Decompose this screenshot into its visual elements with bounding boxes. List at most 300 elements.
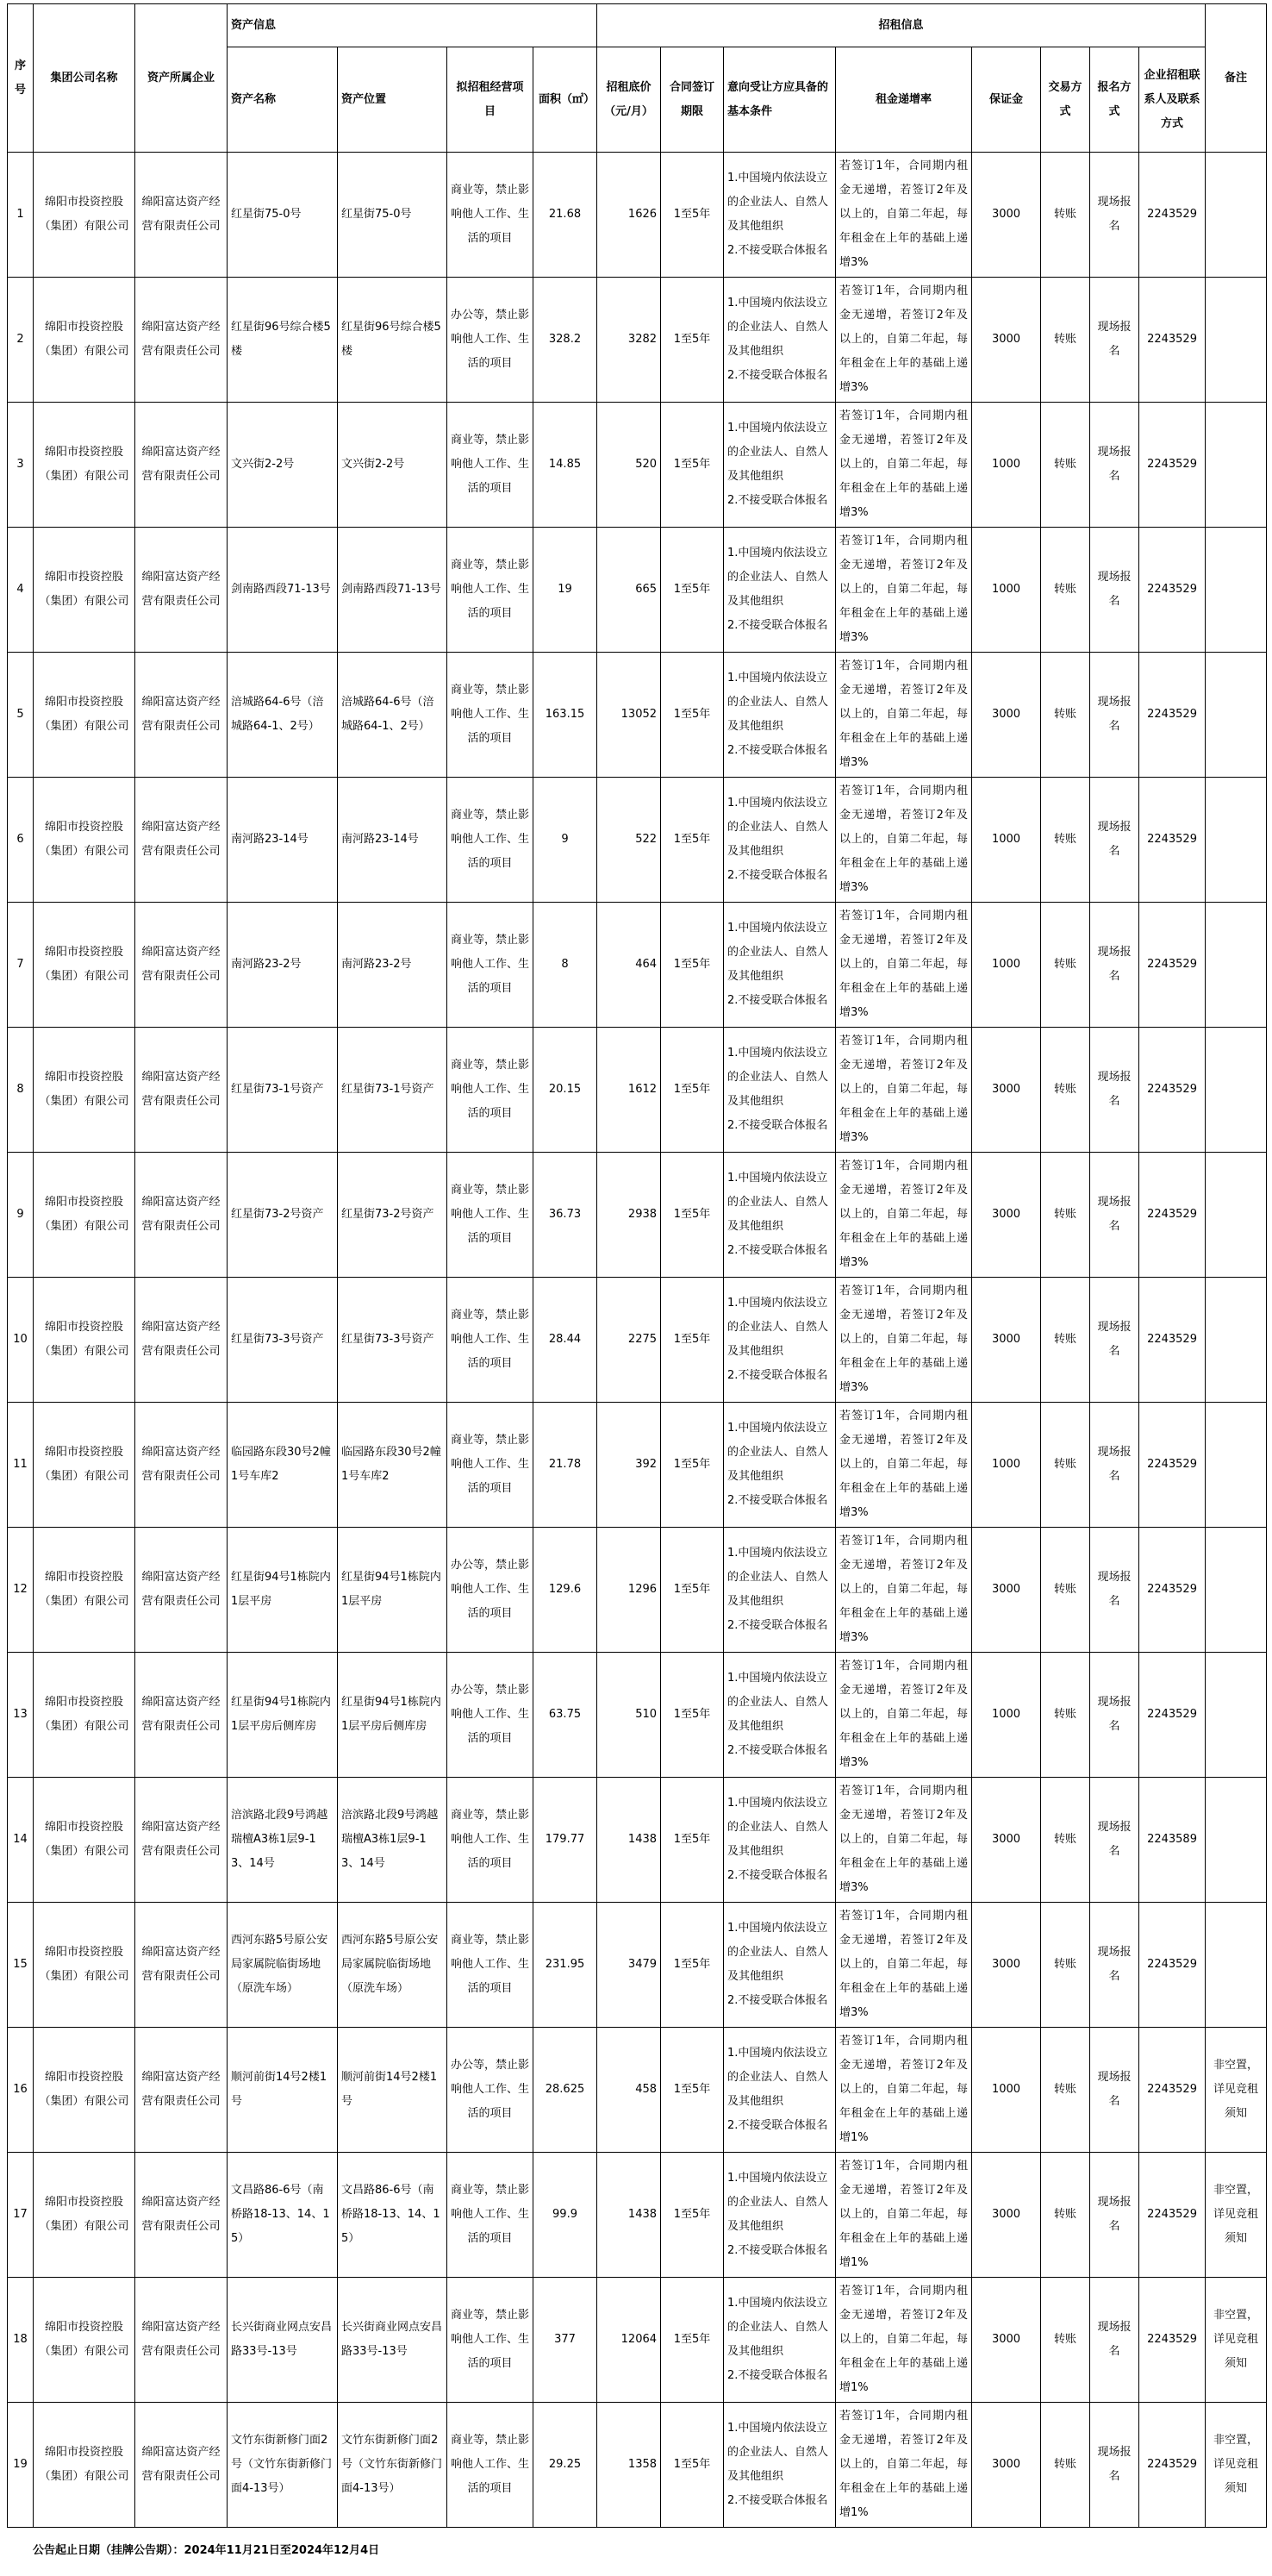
cell-transaction-method: 转账 (1041, 903, 1090, 1028)
table-row (8, 1528, 1267, 1653)
cell-no: 4 (8, 528, 34, 653)
cell-asset-name: 涪滨路北段9号鸿越瑞檀A3栋1层9-13、14号 (228, 1778, 338, 1903)
cell-asset-location: 长兴街商业网点安昌路33号-13号 (338, 2278, 447, 2403)
header-rent-increase: 租金递增率 (836, 47, 972, 153)
cell-conditions: 1.中国境内依法设立的企业法人、自然人及其他组织 2.不接受联合体报名 (724, 1278, 836, 1403)
cell-no: 12 (8, 1528, 34, 1653)
cell-deposit: 3000 (972, 2153, 1041, 2278)
cell-planned-project: 商业等，禁止影响他人工作、生活的项目 (447, 653, 533, 778)
cell-area: 28.625 (533, 2028, 597, 2153)
cell-owner-enterprise: 绵阳富达资产经营有限责任公司 (135, 2028, 228, 2153)
table-row (8, 1403, 1267, 1528)
cell-planned-project: 商业等，禁止影响他人工作、生活的项目 (447, 528, 533, 653)
cell-owner-enterprise: 绵阳富达资产经营有限责任公司 (135, 653, 228, 778)
cell-area: 21.78 (533, 1403, 597, 1528)
table-row (8, 403, 1267, 528)
cell-contract-term: 1至5年 (661, 1028, 724, 1153)
cell-planned-project: 办公等，禁止影响他人工作、生活的项目 (447, 1528, 533, 1653)
cell-owner-enterprise: 绵阳富达资产经营有限责任公司 (135, 1153, 228, 1278)
cell-conditions: 1.中国境内依法设立的企业法人、自然人及其他组织 2.不接受联合体报名 (724, 1153, 836, 1278)
cell-contact: 2243529 (1139, 1653, 1206, 1778)
table-row (8, 1028, 1267, 1153)
cell-no: 18 (8, 2278, 34, 2403)
table-row (8, 1153, 1267, 1278)
table-row (8, 1903, 1267, 2028)
cell-contract-term: 1至5年 (661, 1778, 724, 1903)
cell-registration-method: 现场报名 (1090, 1778, 1139, 1903)
cell-owner-enterprise: 绵阳富达资产经营有限责任公司 (135, 903, 228, 1028)
cell-area: 63.75 (533, 1653, 597, 1778)
cell-contract-term: 1至5年 (661, 2153, 724, 2278)
header-planned-project: 拟招租经营项目 (447, 47, 533, 153)
cell-contract-term: 1至5年 (661, 1903, 724, 2028)
cell-contract-term: 1至5年 (661, 2278, 724, 2403)
cell-planned-project: 商业等，禁止影响他人工作、生活的项目 (447, 1778, 533, 1903)
cell-registration-method: 现场报名 (1090, 2278, 1139, 2403)
cell-owner-enterprise: 绵阳富达资产经营有限责任公司 (135, 403, 228, 528)
cell-registration-method: 现场报名 (1090, 1153, 1139, 1278)
table-row (8, 903, 1267, 1028)
cell-conditions: 1.中国境内依法设立的企业法人、自然人及其他组织 2.不接受联合体报名 (724, 2278, 836, 2403)
table-row (8, 778, 1267, 903)
cell-remark (1206, 903, 1267, 1028)
cell-group-company: 绵阳市投资控股（集团）有限公司 (34, 1278, 135, 1403)
header-area: 面积（㎡） (533, 47, 597, 153)
cell-no: 6 (8, 778, 34, 903)
cell-no: 5 (8, 653, 34, 778)
cell-asset-name: 红星街75-0号 (228, 153, 338, 278)
cell-area: 36.73 (533, 1153, 597, 1278)
table-body (8, 153, 1267, 2528)
cell-deposit: 3000 (972, 278, 1041, 403)
cell-transaction-method: 转账 (1041, 403, 1090, 528)
cell-deposit: 3000 (972, 1778, 1041, 1903)
cell-conditions: 1.中国境内依法设立的企业法人、自然人及其他组织 2.不接受联合体报名 (724, 1903, 836, 2028)
cell-rent-increase: 若签订1年，合同期内租金无递增，若签订2年及以上的，自第二年起，每年租金在上年的基础上递增3% (836, 1278, 972, 1403)
cell-transaction-method: 转账 (1041, 2153, 1090, 2278)
header-deposit: 保证金 (972, 47, 1041, 153)
cell-transaction-method: 转账 (1041, 1403, 1090, 1528)
table-row (8, 278, 1267, 403)
cell-conditions: 1.中国境内依法设立的企业法人、自然人及其他组织 2.不接受联合体报名 (724, 403, 836, 528)
announcement-period: 公告起止日期（挂牌公告期）：2024年11月21日至2024年12月4日 (33, 2544, 380, 2557)
header-lease-info-group: 招租信息 (597, 4, 1206, 47)
cell-asset-name: 剑南路西段71-13号 (228, 528, 338, 653)
cell-rent-increase: 若签订1年，合同期内租金无递增，若签订2年及以上的，自第二年起，每年租金在上年的基础上递增1% (836, 2028, 972, 2153)
cell-remark (1206, 778, 1267, 903)
cell-asset-location: 顺河前街14号2楼1号 (338, 2028, 447, 2153)
cell-contract-term: 1至5年 (661, 1653, 724, 1778)
cell-group-company: 绵阳市投资控股（集团）有限公司 (34, 1903, 135, 2028)
cell-asset-name: 红星街94号1栋院内1层平房 (228, 1528, 338, 1653)
cell-owner-enterprise: 绵阳富达资产经营有限责任公司 (135, 1903, 228, 2028)
cell-group-company: 绵阳市投资控股（集团）有限公司 (34, 2153, 135, 2278)
cell-group-company: 绵阳市投资控股（集团）有限公司 (34, 778, 135, 903)
cell-owner-enterprise: 绵阳富达资产经营有限责任公司 (135, 2153, 228, 2278)
cell-transaction-method: 转账 (1041, 153, 1090, 278)
cell-transaction-method: 转账 (1041, 2028, 1090, 2153)
cell-base-price: 3479 (597, 1903, 661, 2028)
cell-owner-enterprise: 绵阳富达资产经营有限责任公司 (135, 1278, 228, 1403)
cell-group-company: 绵阳市投资控股（集团）有限公司 (34, 153, 135, 278)
cell-asset-location: 剑南路西段71-13号 (338, 528, 447, 653)
cell-deposit: 3000 (972, 1028, 1041, 1153)
cell-asset-name: 红星街73-2号资产 (228, 1153, 338, 1278)
cell-planned-project: 办公等，禁止影响他人工作、生活的项目 (447, 278, 533, 403)
cell-remark: 非空置，详见竞租须知 (1206, 2403, 1267, 2528)
cell-base-price: 458 (597, 2028, 661, 2153)
cell-asset-name: 临园路东段30号2幢1号车库2 (228, 1403, 338, 1528)
cell-asset-location: 文昌路86-6号（南桥路18-13、14、15） (338, 2153, 447, 2278)
cell-rent-increase: 若签订1年，合同期内租金无递增，若签订2年及以上的，自第二年起，每年租金在上年的基础上递增1% (836, 2153, 972, 2278)
cell-no: 13 (8, 1653, 34, 1778)
cell-contact: 2243529 (1139, 778, 1206, 903)
cell-conditions: 1.中国境内依法设立的企业法人、自然人及其他组织 2.不接受联合体报名 (724, 528, 836, 653)
cell-contact: 2243529 (1139, 903, 1206, 1028)
cell-asset-name: 文兴街2-2号 (228, 403, 338, 528)
table-row (8, 2153, 1267, 2278)
cell-asset-location: 红星街73-3号资产 (338, 1278, 447, 1403)
table-row (8, 1278, 1267, 1403)
cell-contract-term: 1至5年 (661, 528, 724, 653)
cell-contact: 2243529 (1139, 1528, 1206, 1653)
cell-no: 2 (8, 278, 34, 403)
cell-asset-name: 西河东路5号原公安局家属院临街场地（原洗车场） (228, 1903, 338, 2028)
cell-remark (1206, 1778, 1267, 1903)
cell-owner-enterprise: 绵阳富达资产经营有限责任公司 (135, 1653, 228, 1778)
cell-rent-increase: 若签订1年，合同期内租金无递增，若签订2年及以上的，自第二年起，每年租金在上年的基础上递增3% (836, 903, 972, 1028)
cell-base-price: 1612 (597, 1028, 661, 1153)
cell-conditions: 1.中国境内依法设立的企业法人、自然人及其他组织 2.不接受联合体报名 (724, 278, 836, 403)
cell-contract-term: 1至5年 (661, 1153, 724, 1278)
cell-asset-name: 南河路23-2号 (228, 903, 338, 1028)
cell-contact: 2243529 (1139, 1903, 1206, 2028)
header-asset-info-group: 资产信息 (228, 4, 597, 47)
cell-owner-enterprise: 绵阳富达资产经营有限责任公司 (135, 1403, 228, 1528)
cell-registration-method: 现场报名 (1090, 2028, 1139, 2153)
cell-transaction-method: 转账 (1041, 1778, 1090, 1903)
cell-group-company: 绵阳市投资控股（集团）有限公司 (34, 1778, 135, 1903)
cell-no: 11 (8, 1403, 34, 1528)
cell-planned-project: 办公等，禁止影响他人工作、生活的项目 (447, 1653, 533, 1778)
cell-contract-term: 1至5年 (661, 778, 724, 903)
cell-transaction-method: 转账 (1041, 1278, 1090, 1403)
cell-registration-method: 现场报名 (1090, 653, 1139, 778)
cell-asset-location: 红星街75-0号 (338, 153, 447, 278)
cell-owner-enterprise: 绵阳富达资产经营有限责任公司 (135, 778, 228, 903)
cell-registration-method: 现场报名 (1090, 1653, 1139, 1778)
cell-planned-project: 商业等，禁止影响他人工作、生活的项目 (447, 1403, 533, 1528)
header-contact: 企业招租联系人及联系方式 (1139, 47, 1206, 153)
cell-area: 21.68 (533, 153, 597, 278)
cell-transaction-method: 转账 (1041, 1528, 1090, 1653)
cell-registration-method: 现场报名 (1090, 1528, 1139, 1653)
cell-conditions: 1.中国境内依法设立的企业法人、自然人及其他组织 2.不接受联合体报名 (724, 1028, 836, 1153)
cell-contact: 2243529 (1139, 653, 1206, 778)
cell-group-company: 绵阳市投资控股（集团）有限公司 (34, 1528, 135, 1653)
cell-remark: 非空置，详见竞租须知 (1206, 2153, 1267, 2278)
cell-contact: 2243529 (1139, 1278, 1206, 1403)
cell-contract-term: 1至5年 (661, 1278, 724, 1403)
cell-group-company: 绵阳市投资控股（集团）有限公司 (34, 653, 135, 778)
cell-asset-name: 涪城路64-6号（涪城路64-1、2号） (228, 653, 338, 778)
cell-transaction-method: 转账 (1041, 528, 1090, 653)
cell-asset-name: 红星街96号综合楼5楼 (228, 278, 338, 403)
cell-conditions: 1.中国境内依法设立的企业法人、自然人及其他组织 2.不接受联合体报名 (724, 903, 836, 1028)
cell-group-company: 绵阳市投资控股（集团）有限公司 (34, 2028, 135, 2153)
cell-base-price: 2275 (597, 1278, 661, 1403)
cell-base-price: 1296 (597, 1528, 661, 1653)
cell-contact: 2243589 (1139, 1778, 1206, 1903)
cell-area: 9 (533, 778, 597, 903)
cell-area: 179.77 (533, 1778, 597, 1903)
cell-asset-name: 南河路23-14号 (228, 778, 338, 903)
cell-remark (1206, 403, 1267, 528)
cell-rent-increase: 若签订1年，合同期内租金无递增，若签订2年及以上的，自第二年起，每年租金在上年的基础上递增3% (836, 153, 972, 278)
cell-area: 231.95 (533, 1903, 597, 2028)
cell-base-price: 522 (597, 778, 661, 903)
cell-deposit: 3000 (972, 653, 1041, 778)
cell-deposit: 1000 (972, 1403, 1041, 1528)
cell-conditions: 1.中国境内依法设立的企业法人、自然人及其他组织 2.不接受联合体报名 (724, 1403, 836, 1528)
cell-base-price: 3282 (597, 278, 661, 403)
cell-asset-location: 南河路23-14号 (338, 778, 447, 903)
cell-registration-method: 现场报名 (1090, 778, 1139, 903)
cell-deposit: 1000 (972, 1653, 1041, 1778)
cell-contact: 2243529 (1139, 278, 1206, 403)
cell-group-company: 绵阳市投资控股（集团）有限公司 (34, 2403, 135, 2528)
cell-no: 14 (8, 1778, 34, 1903)
cell-asset-name: 红星街73-3号资产 (228, 1278, 338, 1403)
cell-registration-method: 现场报名 (1090, 903, 1139, 1028)
cell-group-company: 绵阳市投资控股（集团）有限公司 (34, 1028, 135, 1153)
cell-contract-term: 1至5年 (661, 1403, 724, 1528)
cell-no: 15 (8, 1903, 34, 2028)
cell-contract-term: 1至5年 (661, 1528, 724, 1653)
cell-registration-method: 现场报名 (1090, 528, 1139, 653)
cell-group-company: 绵阳市投资控股（集团）有限公司 (34, 1153, 135, 1278)
table-row (8, 153, 1267, 278)
cell-asset-location: 南河路23-2号 (338, 903, 447, 1028)
cell-contract-term: 1至5年 (661, 2028, 724, 2153)
cell-asset-location: 涪滨路北段9号鸿越瑞檀A3栋1层9-13、14号 (338, 1778, 447, 1903)
cell-rent-increase: 若签订1年，合同期内租金无递增，若签订2年及以上的，自第二年起，每年租金在上年的基础上递增1% (836, 2278, 972, 2403)
cell-remark (1206, 1403, 1267, 1528)
header-remark: 备注 (1206, 4, 1267, 153)
cell-deposit: 3000 (972, 1528, 1041, 1653)
cell-registration-method: 现场报名 (1090, 278, 1139, 403)
cell-no: 7 (8, 903, 34, 1028)
cell-planned-project: 商业等，禁止影响他人工作、生活的项目 (447, 1028, 533, 1153)
cell-registration-method: 现场报名 (1090, 153, 1139, 278)
cell-deposit: 1000 (972, 403, 1041, 528)
cell-owner-enterprise: 绵阳富达资产经营有限责任公司 (135, 1528, 228, 1653)
cell-planned-project: 商业等，禁止影响他人工作、生活的项目 (447, 1153, 533, 1278)
cell-contact: 2243529 (1139, 403, 1206, 528)
cell-deposit: 3000 (972, 2403, 1041, 2528)
cell-deposit: 3000 (972, 153, 1041, 278)
cell-transaction-method: 转账 (1041, 2403, 1090, 2528)
cell-base-price: 1438 (597, 2153, 661, 2278)
cell-rent-increase: 若签订1年，合同期内租金无递增，若签订2年及以上的，自第二年起，每年租金在上年的基础上递增3% (836, 1528, 972, 1653)
cell-planned-project: 商业等，禁止影响他人工作、生活的项目 (447, 778, 533, 903)
cell-registration-method: 现场报名 (1090, 1903, 1139, 2028)
cell-planned-project: 商业等，禁止影响他人工作、生活的项目 (447, 1278, 533, 1403)
cell-transaction-method: 转账 (1041, 778, 1090, 903)
cell-rent-increase: 若签订1年，合同期内租金无递增，若签订2年及以上的，自第二年起，每年租金在上年的基础上递增3% (836, 528, 972, 653)
cell-contact: 2243529 (1139, 2153, 1206, 2278)
cell-deposit: 1000 (972, 528, 1041, 653)
cell-planned-project: 商业等，禁止影响他人工作、生活的项目 (447, 2153, 533, 2278)
cell-conditions: 1.中国境内依法设立的企业法人、自然人及其他组织 2.不接受联合体报名 (724, 653, 836, 778)
cell-rent-increase: 若签订1年，合同期内租金无递增，若签订2年及以上的，自第二年起，每年租金在上年的基础上递增3% (836, 1153, 972, 1278)
header-asset-name: 资产名称 (228, 47, 338, 153)
cell-owner-enterprise: 绵阳富达资产经营有限责任公司 (135, 2403, 228, 2528)
cell-rent-increase: 若签订1年，合同期内租金无递增，若签订2年及以上的，自第二年起，每年租金在上年的基础上递增3% (836, 1903, 972, 2028)
cell-remark (1206, 1028, 1267, 1153)
cell-asset-location: 临园路东段30号2幢1号车库2 (338, 1403, 447, 1528)
cell-group-company: 绵阳市投资控股（集团）有限公司 (34, 2278, 135, 2403)
table-row (8, 1653, 1267, 1778)
cell-contact: 2243529 (1139, 2278, 1206, 2403)
cell-conditions: 1.中国境内依法设立的企业法人、自然人及其他组织 2.不接受联合体报名 (724, 1778, 836, 1903)
cell-contact: 2243529 (1139, 528, 1206, 653)
cell-owner-enterprise: 绵阳富达资产经营有限责任公司 (135, 278, 228, 403)
cell-remark (1206, 278, 1267, 403)
cell-registration-method: 现场报名 (1090, 403, 1139, 528)
cell-remark (1206, 1278, 1267, 1403)
header-registration-method: 报名方式 (1090, 47, 1139, 153)
cell-base-price: 1358 (597, 2403, 661, 2528)
cell-conditions: 1.中国境内依法设立的企业法人、自然人及其他组织 2.不接受联合体报名 (724, 2028, 836, 2153)
cell-asset-name: 红星街73-1号资产 (228, 1028, 338, 1153)
cell-area: 99.9 (533, 2153, 597, 2278)
cell-no: 8 (8, 1028, 34, 1153)
cell-no: 9 (8, 1153, 34, 1278)
cell-deposit: 1000 (972, 2028, 1041, 2153)
cell-area: 377 (533, 2278, 597, 2403)
cell-base-price: 1438 (597, 1778, 661, 1903)
cell-transaction-method: 转账 (1041, 1903, 1090, 2028)
cell-asset-name: 文昌路86-6号（南桥路18-13、14、15） (228, 2153, 338, 2278)
cell-remark (1206, 528, 1267, 653)
table-row (8, 653, 1267, 778)
cell-no: 17 (8, 2153, 34, 2278)
cell-contact: 2243529 (1139, 2403, 1206, 2528)
cell-remark (1206, 1153, 1267, 1278)
cell-transaction-method: 转账 (1041, 2278, 1090, 2403)
cell-contract-term: 1至5年 (661, 153, 724, 278)
table-header (8, 4, 1267, 153)
cell-conditions: 1.中国境内依法设立的企业法人、自然人及其他组织 2.不接受联合体报名 (724, 2153, 836, 2278)
cell-no: 10 (8, 1278, 34, 1403)
cell-rent-increase: 若签订1年，合同期内租金无递增，若签订2年及以上的，自第二年起，每年租金在上年的基础上递增3% (836, 278, 972, 403)
cell-base-price: 464 (597, 903, 661, 1028)
cell-area: 14.85 (533, 403, 597, 528)
cell-registration-method: 现场报名 (1090, 1028, 1139, 1153)
header-contract-term: 合同签订期限 (661, 47, 724, 153)
cell-conditions: 1.中国境内依法设立的企业法人、自然人及其他组织 2.不接受联合体报名 (724, 153, 836, 278)
cell-remark (1206, 1903, 1267, 2028)
cell-planned-project: 商业等，禁止影响他人工作、生活的项目 (447, 903, 533, 1028)
cell-contract-term: 1至5年 (661, 903, 724, 1028)
cell-planned-project: 商业等，禁止影响他人工作、生活的项目 (447, 2403, 533, 2528)
cell-planned-project: 商业等，禁止影响他人工作、生活的项目 (447, 2278, 533, 2403)
table-row (8, 2278, 1267, 2403)
cell-deposit: 3000 (972, 2278, 1041, 2403)
cell-contact: 2243529 (1139, 2028, 1206, 2153)
cell-planned-project: 商业等，禁止影响他人工作、生活的项目 (447, 403, 533, 528)
cell-no: 19 (8, 2403, 34, 2528)
cell-contract-term: 1至5年 (661, 403, 724, 528)
cell-rent-increase: 若签订1年，合同期内租金无递增，若签订2年及以上的，自第二年起，每年租金在上年的基础上递增3% (836, 403, 972, 528)
cell-owner-enterprise: 绵阳富达资产经营有限责任公司 (135, 528, 228, 653)
table-row (8, 2028, 1267, 2153)
cell-rent-increase: 若签订1年，合同期内租金无递增，若签订2年及以上的，自第二年起，每年租金在上年的基础上递增3% (836, 1403, 972, 1528)
cell-area: 20.15 (533, 1028, 597, 1153)
cell-conditions: 1.中国境内依法设立的企业法人、自然人及其他组织 2.不接受联合体报名 (724, 778, 836, 903)
cell-asset-location: 文竹东街新修门面2号（文竹东街新修门面4-13号） (338, 2403, 447, 2528)
cell-asset-location: 红星街73-2号资产 (338, 1153, 447, 1278)
cell-remark (1206, 153, 1267, 278)
cell-remark: 非空置，详见竞租须知 (1206, 2028, 1267, 2153)
cell-contract-term: 1至5年 (661, 278, 724, 403)
cell-area: 19 (533, 528, 597, 653)
cell-owner-enterprise: 绵阳富达资产经营有限责任公司 (135, 153, 228, 278)
cell-contact: 2243529 (1139, 1153, 1206, 1278)
cell-remark (1206, 1653, 1267, 1778)
cell-base-price: 12064 (597, 2278, 661, 2403)
header-transaction-method: 交易方式 (1041, 47, 1090, 153)
header-owner-enterprise: 资产所属企业 (135, 4, 228, 153)
cell-asset-location: 红星街96号综合楼5楼 (338, 278, 447, 403)
header-base-price: 招租底价（元/月） (597, 47, 661, 153)
cell-contact: 2243529 (1139, 153, 1206, 278)
cell-owner-enterprise: 绵阳富达资产经营有限责任公司 (135, 1778, 228, 1903)
cell-group-company: 绵阳市投资控股（集团）有限公司 (34, 403, 135, 528)
cell-transaction-method: 转账 (1041, 1028, 1090, 1153)
cell-registration-method: 现场报名 (1090, 1403, 1139, 1528)
cell-deposit: 3000 (972, 1153, 1041, 1278)
header-group-company: 集团公司名称 (34, 4, 135, 153)
cell-contract-term: 1至5年 (661, 2403, 724, 2528)
cell-conditions: 1.中国境内依法设立的企业法人、自然人及其他组织 2.不接受联合体报名 (724, 1653, 836, 1778)
cell-planned-project: 商业等，禁止影响他人工作、生活的项目 (447, 153, 533, 278)
cell-asset-name: 长兴街商业网点安昌路33号-13号 (228, 2278, 338, 2403)
cell-planned-project: 办公等，禁止影响他人工作、生活的项目 (447, 2028, 533, 2153)
cell-rent-increase: 若签订1年，合同期内租金无递增，若签订2年及以上的，自第二年起，每年租金在上年的基础上递增1% (836, 2403, 972, 2528)
header-asset-location: 资产位置 (338, 47, 447, 153)
cell-area: 28.44 (533, 1278, 597, 1403)
cell-rent-increase: 若签订1年，合同期内租金无递增，若签订2年及以上的，自第二年起，每年租金在上年的基础上递增3% (836, 1653, 972, 1778)
header-conditions: 意向受让方应具备的基本条件 (724, 47, 836, 153)
cell-deposit: 1000 (972, 778, 1041, 903)
cell-no: 1 (8, 153, 34, 278)
cell-registration-method: 现场报名 (1090, 2403, 1139, 2528)
cell-transaction-method: 转账 (1041, 653, 1090, 778)
cell-deposit: 3000 (972, 1278, 1041, 1403)
cell-area: 29.25 (533, 2403, 597, 2528)
cell-asset-location: 西河东路5号原公安局家属院临街场地（原洗车场） (338, 1903, 447, 2028)
cell-asset-name: 顺河前街14号2楼1号 (228, 2028, 338, 2153)
cell-deposit: 1000 (972, 903, 1041, 1028)
cell-asset-location: 涪城路64-6号（涪城路64-1、2号） (338, 653, 447, 778)
cell-group-company: 绵阳市投资控股（集团）有限公司 (34, 903, 135, 1028)
cell-area: 328.2 (533, 278, 597, 403)
cell-owner-enterprise: 绵阳富达资产经营有限责任公司 (135, 2278, 228, 2403)
cell-base-price: 392 (597, 1403, 661, 1528)
cell-asset-location: 红星街94号1栋院内1层平房后侧库房 (338, 1653, 447, 1778)
